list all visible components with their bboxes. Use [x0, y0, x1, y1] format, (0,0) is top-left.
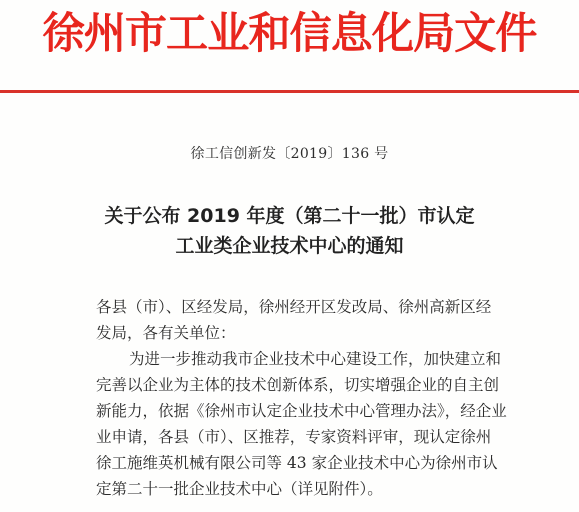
- body-line-3: 为进一步推动我市企业技术中心建设工作，加快建立和: [129, 350, 502, 368]
- body-line-8: 定第二十一批企业技术中心（详见附件）。: [96, 480, 383, 498]
- body-line-7: 徐工施维英机械有限公司等 43 家企业技术中心为徐州市认: [96, 454, 498, 472]
- issuing-authority-header: 徐州市工业和信息化局文件: [42, 9, 537, 59]
- body-line-4: 完善以企业为主体的技术创新体系，切实增强企业的自主创: [96, 376, 500, 394]
- document-number: 徐工信创新发〔2019〕136 号: [190, 146, 389, 162]
- body-line-5: 新能力，依据《徐州市认定企业技术中心管理办法》，经企业: [96, 402, 507, 420]
- body-line-6: 业申请，各县（市）、区推荐，专家资料评审，现认定徐州: [96, 428, 492, 446]
- body-line-2: 发局，各有关单位：: [96, 324, 236, 342]
- notice-title-line-2: 工业类企业技术中心的通知: [175, 235, 404, 257]
- header-red-rule: [0, 90, 579, 93]
- notice-title-line-1: 关于公布 2019 年度（第二十一批）市认定: [104, 205, 475, 227]
- body-line-1: 各县（市）、区经发局，徐州经开区发改局、徐州高新区经: [96, 298, 492, 316]
